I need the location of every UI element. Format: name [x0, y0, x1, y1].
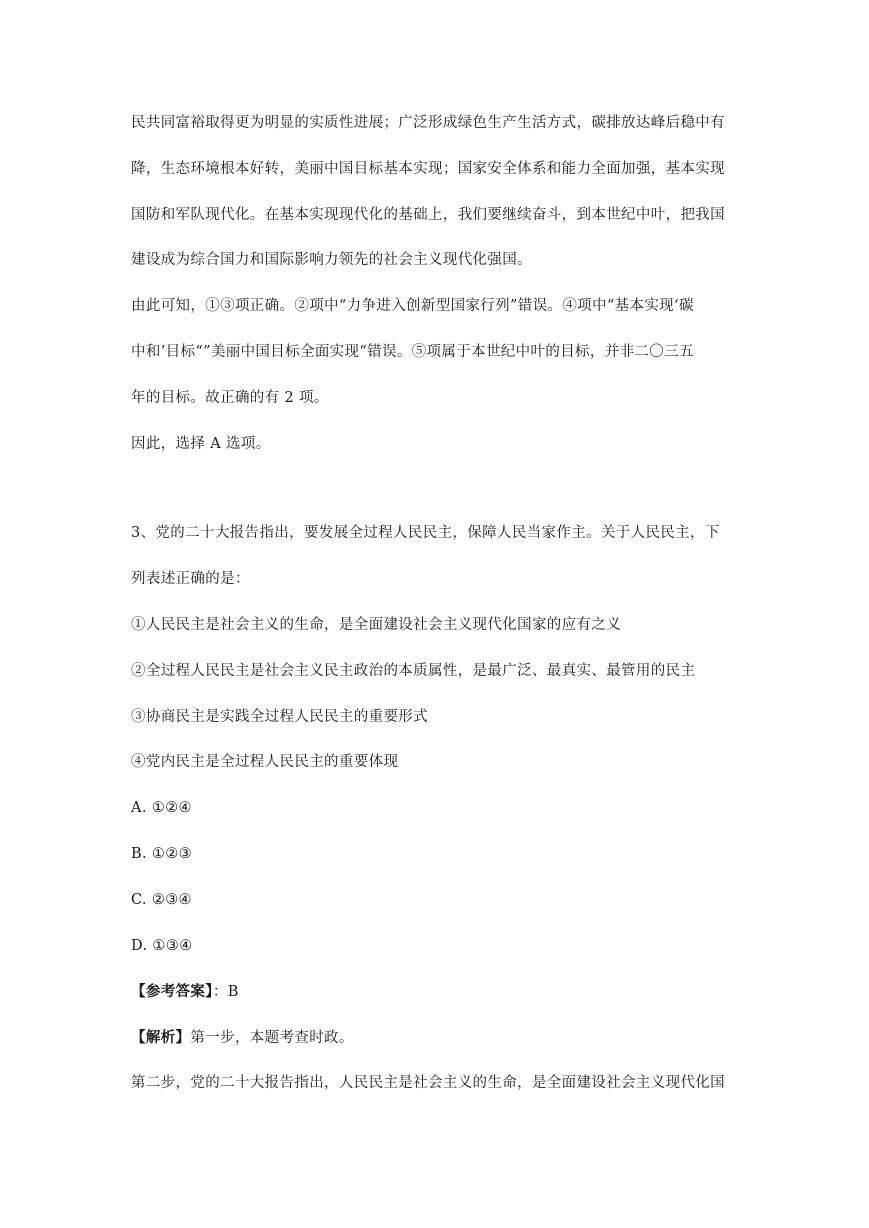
statement-item: ①人民民主是社会主义的生命，是全面建设社会主义现代化国家的应有之义 [131, 616, 622, 633]
statement-item: ④党内民主是全过程人民民主的重要体现 [131, 754, 399, 771]
paragraph-line: 降，生态环境根本好转，美丽中国目标基本实现；国家安全体系和能力全面加强，基本实现 [131, 160, 725, 177]
conclusion-paragraph [131, 295, 741, 455]
question-stem-line: 列表述正确的是： [131, 571, 250, 588]
answer-label: 【参考答案】 [131, 983, 213, 1001]
continuation-paragraph [131, 112, 741, 272]
option-d: D. ①③④ [131, 937, 193, 954]
analysis-step2: 第二步，党的二十大报告指出，人民民主是社会主义的生命，是全面建设社会主义现代化国 [131, 1074, 725, 1091]
section-gap [131, 478, 741, 522]
option-c: C. ②③④ [131, 891, 192, 908]
analysis-line [131, 1026, 741, 1049]
statement-item: ③协商民主是实践全过程人民民主的重要形式 [131, 708, 428, 725]
paragraph-line: 国防和军队现代化。在基本实现现代化的基础上，我们要继续奋斗，到本世纪中叶，把我国 [131, 206, 725, 223]
question-stem-line: 3、党的二十大报告指出，要发展全过程人民民主，保障人民当家作主。关于人民民主，下 [131, 525, 720, 542]
paragraph-line: 民共同富裕取得更为明显的实质性进展；广泛形成绿色生产生活方式，碳排放达峰后稳中有 [131, 115, 725, 131]
document-page [131, 112, 741, 1118]
option-a: A. ①②④ [131, 800, 192, 817]
analysis-step1: 第一步，本题考查时政。 [190, 1030, 354, 1047]
answer-value: ：B [212, 984, 239, 1001]
paragraph-line: 年的目标。故正确的有 2 项。 [131, 389, 329, 406]
question-block [131, 522, 741, 957]
choice-statement: 因此，选择 A 选项。 [131, 435, 271, 452]
answer-line [131, 980, 741, 1003]
paragraph-line: 中和’目标“”美丽中国目标全面实现“错误。⑤项属于本世纪中叶的目标，并非二〇三五 [131, 343, 694, 360]
statement-item: ②全过程人民民主是社会主义民主政治的本质属性，是最广泛、最真实、最管用的民主 [131, 662, 696, 679]
option-b: B. ①②③ [131, 845, 192, 862]
paragraph-line: 建设成为综合国力和国际影响力领先的社会主义现代化强国。 [131, 252, 532, 269]
paragraph-line: 由此可知，①③项正确。②项中“力争进入创新型国家行列”错误。④项中“基本实现‘碳 [131, 298, 694, 315]
analysis-label: 【解析】 [131, 1029, 191, 1047]
